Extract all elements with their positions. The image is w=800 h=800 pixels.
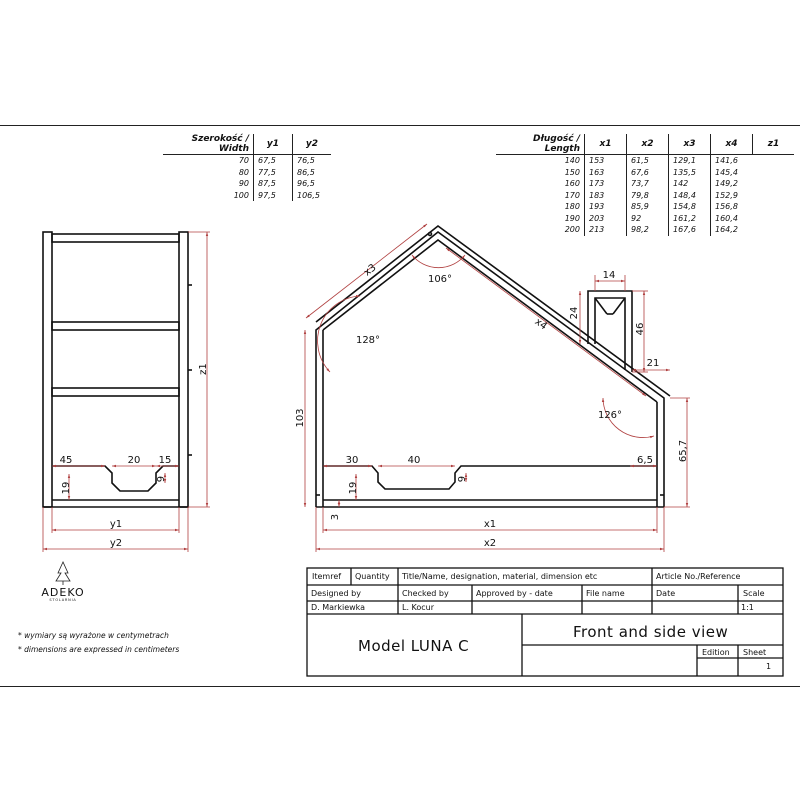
length-table-cell: 85,9 bbox=[627, 201, 669, 213]
length-table-cell: 149,2 bbox=[715, 179, 738, 189]
length-table-cell: 135,5 bbox=[669, 167, 711, 179]
length-table-cell: 73,7 bbox=[627, 178, 669, 190]
tb-approved-label: Approved by - date bbox=[476, 589, 553, 598]
front-bottom-board bbox=[323, 466, 657, 489]
tb-checked-by: L. Kocur bbox=[402, 603, 435, 612]
length-table-cell: 141,6 bbox=[715, 156, 738, 166]
length-table-cell: 153 bbox=[585, 155, 627, 167]
dim-30: 30 bbox=[345, 455, 359, 466]
tb-itemref-label: Itemref bbox=[312, 572, 342, 581]
dim-y2: y2 bbox=[109, 538, 123, 549]
width-table-header: Szerokość / Width bbox=[163, 134, 254, 155]
length-table-cell: 79,8 bbox=[627, 190, 669, 202]
dim-14: 14 bbox=[602, 270, 616, 281]
width-table-cell: 106,5 bbox=[297, 190, 320, 200]
angle-106: 106° bbox=[427, 274, 453, 285]
note-english: * dimensions are expressed in centimeters bbox=[18, 645, 180, 654]
length-table-cell: 163 bbox=[585, 167, 627, 179]
length-table-cell: 170 bbox=[496, 190, 585, 202]
length-table-cell: 148,4 bbox=[669, 190, 711, 202]
logo-subtitle: STOLARNIA bbox=[49, 598, 77, 602]
length-table-cell: 142 bbox=[669, 178, 711, 190]
length-table-cell: 129,1 bbox=[669, 155, 711, 167]
tb-file-name-label: File name bbox=[586, 589, 625, 598]
length-table-cell: 156,8 bbox=[715, 202, 738, 212]
length-table-cell: 150 bbox=[496, 167, 585, 179]
tb-designed-by: D. Markiewka bbox=[311, 603, 366, 612]
tb-view-name: Front and side view bbox=[573, 623, 729, 641]
length-table-cell: 193 bbox=[585, 201, 627, 213]
length-table-cell: 164,2 bbox=[715, 225, 738, 235]
length-table-header: x2 bbox=[627, 134, 669, 155]
width-table-cell: 87,5 bbox=[254, 178, 293, 190]
length-table-cell: 173 bbox=[585, 178, 627, 190]
width-table-cell: 96,5 bbox=[297, 179, 315, 189]
dim-x3: x3 bbox=[362, 262, 379, 279]
left-post bbox=[43, 232, 52, 507]
tb-sheet: 1 bbox=[766, 662, 772, 671]
logo-name: ADEKO bbox=[41, 586, 85, 599]
length-table-cell: 67,6 bbox=[627, 167, 669, 179]
tb-date-label: Date bbox=[656, 589, 676, 598]
length-table-header: z1 bbox=[753, 134, 795, 155]
side-view-dimensions bbox=[43, 232, 210, 552]
dim-15: 15 bbox=[158, 455, 172, 466]
length-table-header: Długość / Length bbox=[496, 134, 585, 155]
length-table-cell: 203 bbox=[585, 213, 627, 225]
dim-y1: y1 bbox=[109, 519, 123, 530]
dim-24: 24 bbox=[569, 306, 580, 320]
length-table-cell: 145,4 bbox=[715, 167, 738, 177]
length-table-cell: 190 bbox=[496, 213, 585, 225]
adeko-logo bbox=[33, 562, 93, 602]
dim-z1: z1 bbox=[198, 363, 209, 375]
tb-edition-label: Edition bbox=[702, 648, 730, 657]
length-table-cell: 152,9 bbox=[715, 190, 738, 200]
width-table-cell: 97,5 bbox=[254, 190, 293, 202]
width-table-cell: 76,5 bbox=[297, 156, 315, 166]
tb-sheet-label: Sheet bbox=[743, 648, 767, 657]
length-table-cell: 180 bbox=[496, 201, 585, 213]
dim-20: 20 bbox=[127, 455, 141, 466]
dim-21: 21 bbox=[646, 358, 660, 369]
width-table-cell: 90 bbox=[163, 178, 254, 190]
length-table-cell: 98,2 bbox=[627, 224, 669, 236]
length-table-header: x1 bbox=[585, 134, 627, 155]
dim-x2: x2 bbox=[483, 538, 497, 549]
length-table-cell: 92 bbox=[627, 213, 669, 225]
tb-checked-by-label: Checked by bbox=[402, 589, 449, 598]
front-view-dimensions bbox=[305, 224, 690, 552]
width-table-header: y2 bbox=[293, 134, 332, 155]
width-table-cell: 70 bbox=[163, 155, 254, 167]
dim-103: 103 bbox=[295, 408, 306, 428]
length-table-cell: 140 bbox=[496, 155, 585, 167]
width-table-cell: 77,5 bbox=[254, 167, 293, 179]
lower-rail bbox=[52, 388, 179, 396]
length-table-cell: 160,4 bbox=[715, 213, 738, 223]
length-table-cell: 183 bbox=[585, 190, 627, 202]
angle-126: 126° bbox=[597, 410, 623, 421]
length-table-cell: 160 bbox=[496, 178, 585, 190]
dim-x1: x1 bbox=[483, 519, 497, 530]
dim-6-5: 6,5 bbox=[637, 455, 653, 466]
dim-45: 45 bbox=[59, 455, 73, 466]
width-table-cell: 100 bbox=[163, 190, 254, 202]
dim-19: 19 bbox=[348, 481, 359, 495]
dim-65-7: 65,7 bbox=[678, 439, 689, 463]
tb-scale: 1:1 bbox=[741, 603, 754, 612]
width-table-cell: 80 bbox=[163, 167, 254, 179]
dim-x4: x4 bbox=[532, 316, 549, 333]
dim-40: 40 bbox=[407, 455, 421, 466]
tb-model-name: Model LUNA C bbox=[358, 637, 470, 655]
dim-46: 46 bbox=[635, 322, 646, 336]
tb-article-label: Article No./Reference bbox=[656, 572, 741, 581]
length-table-cell: 154,8 bbox=[669, 201, 711, 213]
width-table-cell: 86,5 bbox=[297, 167, 315, 177]
length-table-cell: 213 bbox=[585, 224, 627, 236]
angle-128: 128° bbox=[355, 335, 381, 346]
dim-3: 3 bbox=[330, 513, 341, 521]
tb-title-label: Title/Name, designation, material, dimension etc bbox=[402, 572, 598, 581]
title-block-frame bbox=[307, 568, 783, 676]
top-rail bbox=[52, 234, 179, 242]
dim-9: 9 bbox=[457, 475, 468, 483]
length-table-cell: 200 bbox=[496, 224, 585, 236]
roof-top-edge bbox=[316, 226, 670, 396]
width-table-header: y1 bbox=[254, 134, 293, 155]
tb-designed-by-label: Designed by bbox=[311, 589, 361, 598]
note-polish: * wymiary są wyrażone w centymetrach bbox=[18, 631, 169, 640]
width-table-cell: 67,5 bbox=[254, 155, 293, 167]
length-table-cell: 61,5 bbox=[627, 155, 669, 167]
dim-9: 9 bbox=[156, 475, 167, 483]
length-table-cell: 161,2 bbox=[669, 213, 711, 225]
middle-rail bbox=[52, 322, 179, 330]
length-table-header: x4 bbox=[711, 134, 753, 155]
length-table-cell: 167,6 bbox=[669, 224, 711, 236]
tb-quantity-label: Quantity bbox=[355, 572, 390, 581]
dim-19: 19 bbox=[61, 481, 72, 495]
length-table-header: x3 bbox=[669, 134, 711, 155]
tb-scale-label: Scale bbox=[743, 589, 765, 598]
right-post bbox=[179, 232, 188, 507]
